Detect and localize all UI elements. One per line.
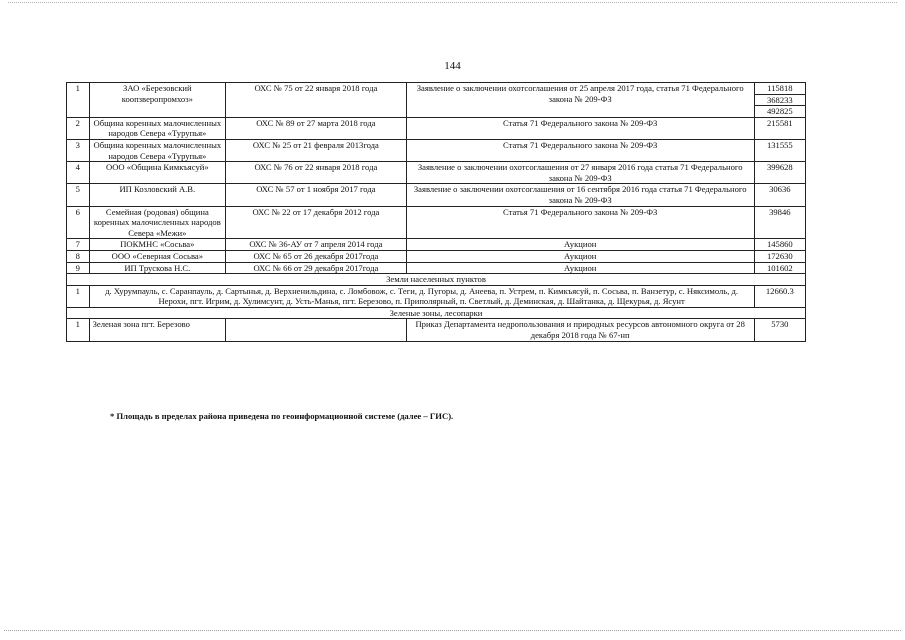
page-number: 144 — [444, 60, 461, 72]
table-body — [67, 83, 806, 274]
area-value: 115818 — [755, 83, 805, 95]
row-basis: Заявление о заключении охотсоглашения от 25 апреля 2017 года, статья 71 Федерального закона № 209-ФЗ — [406, 83, 754, 118]
settlements-list: д. Хурумпауль, с. Саранпауль, д. Сартынья, д. Верхненильдина, с. Ломбовож, с. Теги, д. Пугоры, д. Анеева, п. Устрем, п. Кимкъясуй, п. Сосьва, п. Ванзетур, с. Няксимоль, д. Нерохи, пгт. Игрим, д. Хулимсунт, д. Усть-Манья, пгт. Березово, п. Приполярный, п. Светлый, д. Деминская, д. Шайтанка, д. Щекурья, д. Ясунт — [89, 285, 754, 307]
row-area — [754, 239, 805, 251]
section-settlements — [67, 274, 806, 308]
scan-edge-top — [8, 2, 897, 6]
row-basis: Статья 71 Федерального закона № 209-ФЗ — [406, 206, 754, 239]
row-number: 7 — [67, 239, 90, 251]
area-value: 399628 — [766, 162, 793, 173]
area-value: 368233 — [755, 95, 805, 107]
table-row — [67, 285, 806, 307]
row-number: 4 — [67, 162, 90, 184]
table-row — [67, 250, 806, 262]
row-document: ОХС № 65 от 26 декабря 2017года — [226, 250, 407, 262]
row-document: ОХС № 89 от 27 марта 2018 года — [226, 117, 407, 139]
area-value: 215581 — [766, 117, 793, 128]
table-row — [67, 239, 806, 251]
row-area — [754, 117, 805, 139]
row-name: ПОКМНС «Сосьва» — [89, 239, 226, 251]
section-green — [67, 307, 806, 341]
section-title: Земли населенных пунктов — [67, 274, 806, 286]
row-document: ОХС № 76 от 22 января 2018 года — [226, 162, 407, 184]
row-document: ОХС № 22 от 17 декабря 2012 года — [226, 206, 407, 239]
row-name: ИП Козловский А.В. — [89, 184, 226, 206]
row-name: ЗАО «Березовский коопзверопромхоз» — [89, 83, 226, 118]
table-row — [67, 83, 806, 118]
row-name: Семейная (родовая) община коренных малочисленных народов Севера «Межи» — [89, 206, 226, 239]
row-name: ООО «Северная Сосьва» — [89, 250, 226, 262]
row-number: 2 — [67, 117, 90, 139]
table-row — [67, 117, 806, 139]
table-row — [67, 206, 806, 239]
section-header-row — [67, 307, 806, 319]
row-number: 1 — [67, 285, 90, 307]
row-number: 1 — [67, 83, 90, 118]
row-number: 1 — [67, 319, 90, 341]
footnote: * Площадь в пределах района приведена по геоинформационной системе (далее – ГИС). — [110, 411, 454, 421]
row-area: 12660.3 — [754, 285, 805, 307]
row-area: 5730 — [754, 319, 805, 341]
row-basis: Статья 71 Федерального закона № 209-ФЗ — [406, 117, 754, 139]
area-value: 172630 — [766, 250, 793, 261]
section-title: Зеленые зоны, лесопарки — [67, 307, 806, 319]
row-document: ОХС № 66 от 29 декабря 2017года — [226, 262, 407, 274]
area-value: 30636 — [769, 184, 791, 195]
row-area — [754, 262, 805, 274]
area-value: 131555 — [766, 139, 793, 150]
area-value: 39846 — [769, 206, 791, 217]
table-row — [67, 162, 806, 184]
row-number: 8 — [67, 250, 90, 262]
section-header-row — [67, 274, 806, 286]
row-basis: Приказ Департамента недропользования и природных ресурсов автономного округа от 28 декабря 2018 года № 67-нп — [406, 319, 754, 341]
row-number: 9 — [67, 262, 90, 274]
row-name: ООО «Община Кимкъясуй» — [89, 162, 226, 184]
area-value: 492825 — [766, 106, 793, 117]
row-name: Зеленая зона пгт. Березово — [89, 319, 226, 341]
row-basis: Заявление о заключении охотсоглашения от 16 сентября 2016 года статья 71 Федерального закона № 209-ФЗ — [406, 184, 754, 206]
row-basis: Аукцион — [406, 262, 754, 274]
area-value: 101602 — [766, 262, 793, 273]
table-row — [67, 319, 806, 341]
row-basis: Заявление о заключении охотсоглашения от 27 января 2016 года статья 71 Федерального закона № 209-ФЗ — [406, 162, 754, 184]
row-document — [226, 319, 407, 341]
row-number: 5 — [67, 184, 90, 206]
row-name: Община коренных малочисленных народов Севера «Турупья» — [89, 139, 226, 161]
row-document: ОХС № 75 от 22 января 2018 года — [226, 83, 407, 118]
row-document: ОХС № 57 от 1 ноября 2017 года — [226, 184, 407, 206]
row-area — [754, 83, 805, 118]
row-area — [754, 139, 805, 161]
row-basis: Статья 71 Федерального закона № 209-ФЗ — [406, 139, 754, 161]
row-area — [754, 206, 805, 239]
row-document: ОХС № 25 от 21 февраля 2013года — [226, 139, 407, 161]
row-name: Община коренных малочисленных народов Севера «Турупья» — [89, 117, 226, 139]
area-value: 145860 — [766, 239, 793, 250]
table-row — [67, 139, 806, 161]
row-document: ОХС № 36-АУ от 7 апреля 2014 года — [226, 239, 407, 251]
row-area — [754, 162, 805, 184]
row-number: 3 — [67, 139, 90, 161]
table-row — [67, 262, 806, 274]
table-row — [67, 184, 806, 206]
row-number: 6 — [67, 206, 90, 239]
row-area — [754, 184, 805, 206]
hunting-grounds-table — [66, 82, 806, 342]
row-area — [754, 250, 805, 262]
row-basis: Аукцион — [406, 239, 754, 251]
row-basis: Аукцион — [406, 250, 754, 262]
row-name: ИП Трускова Н.С. — [89, 262, 226, 274]
scan-edge-bottom — [4, 630, 901, 634]
